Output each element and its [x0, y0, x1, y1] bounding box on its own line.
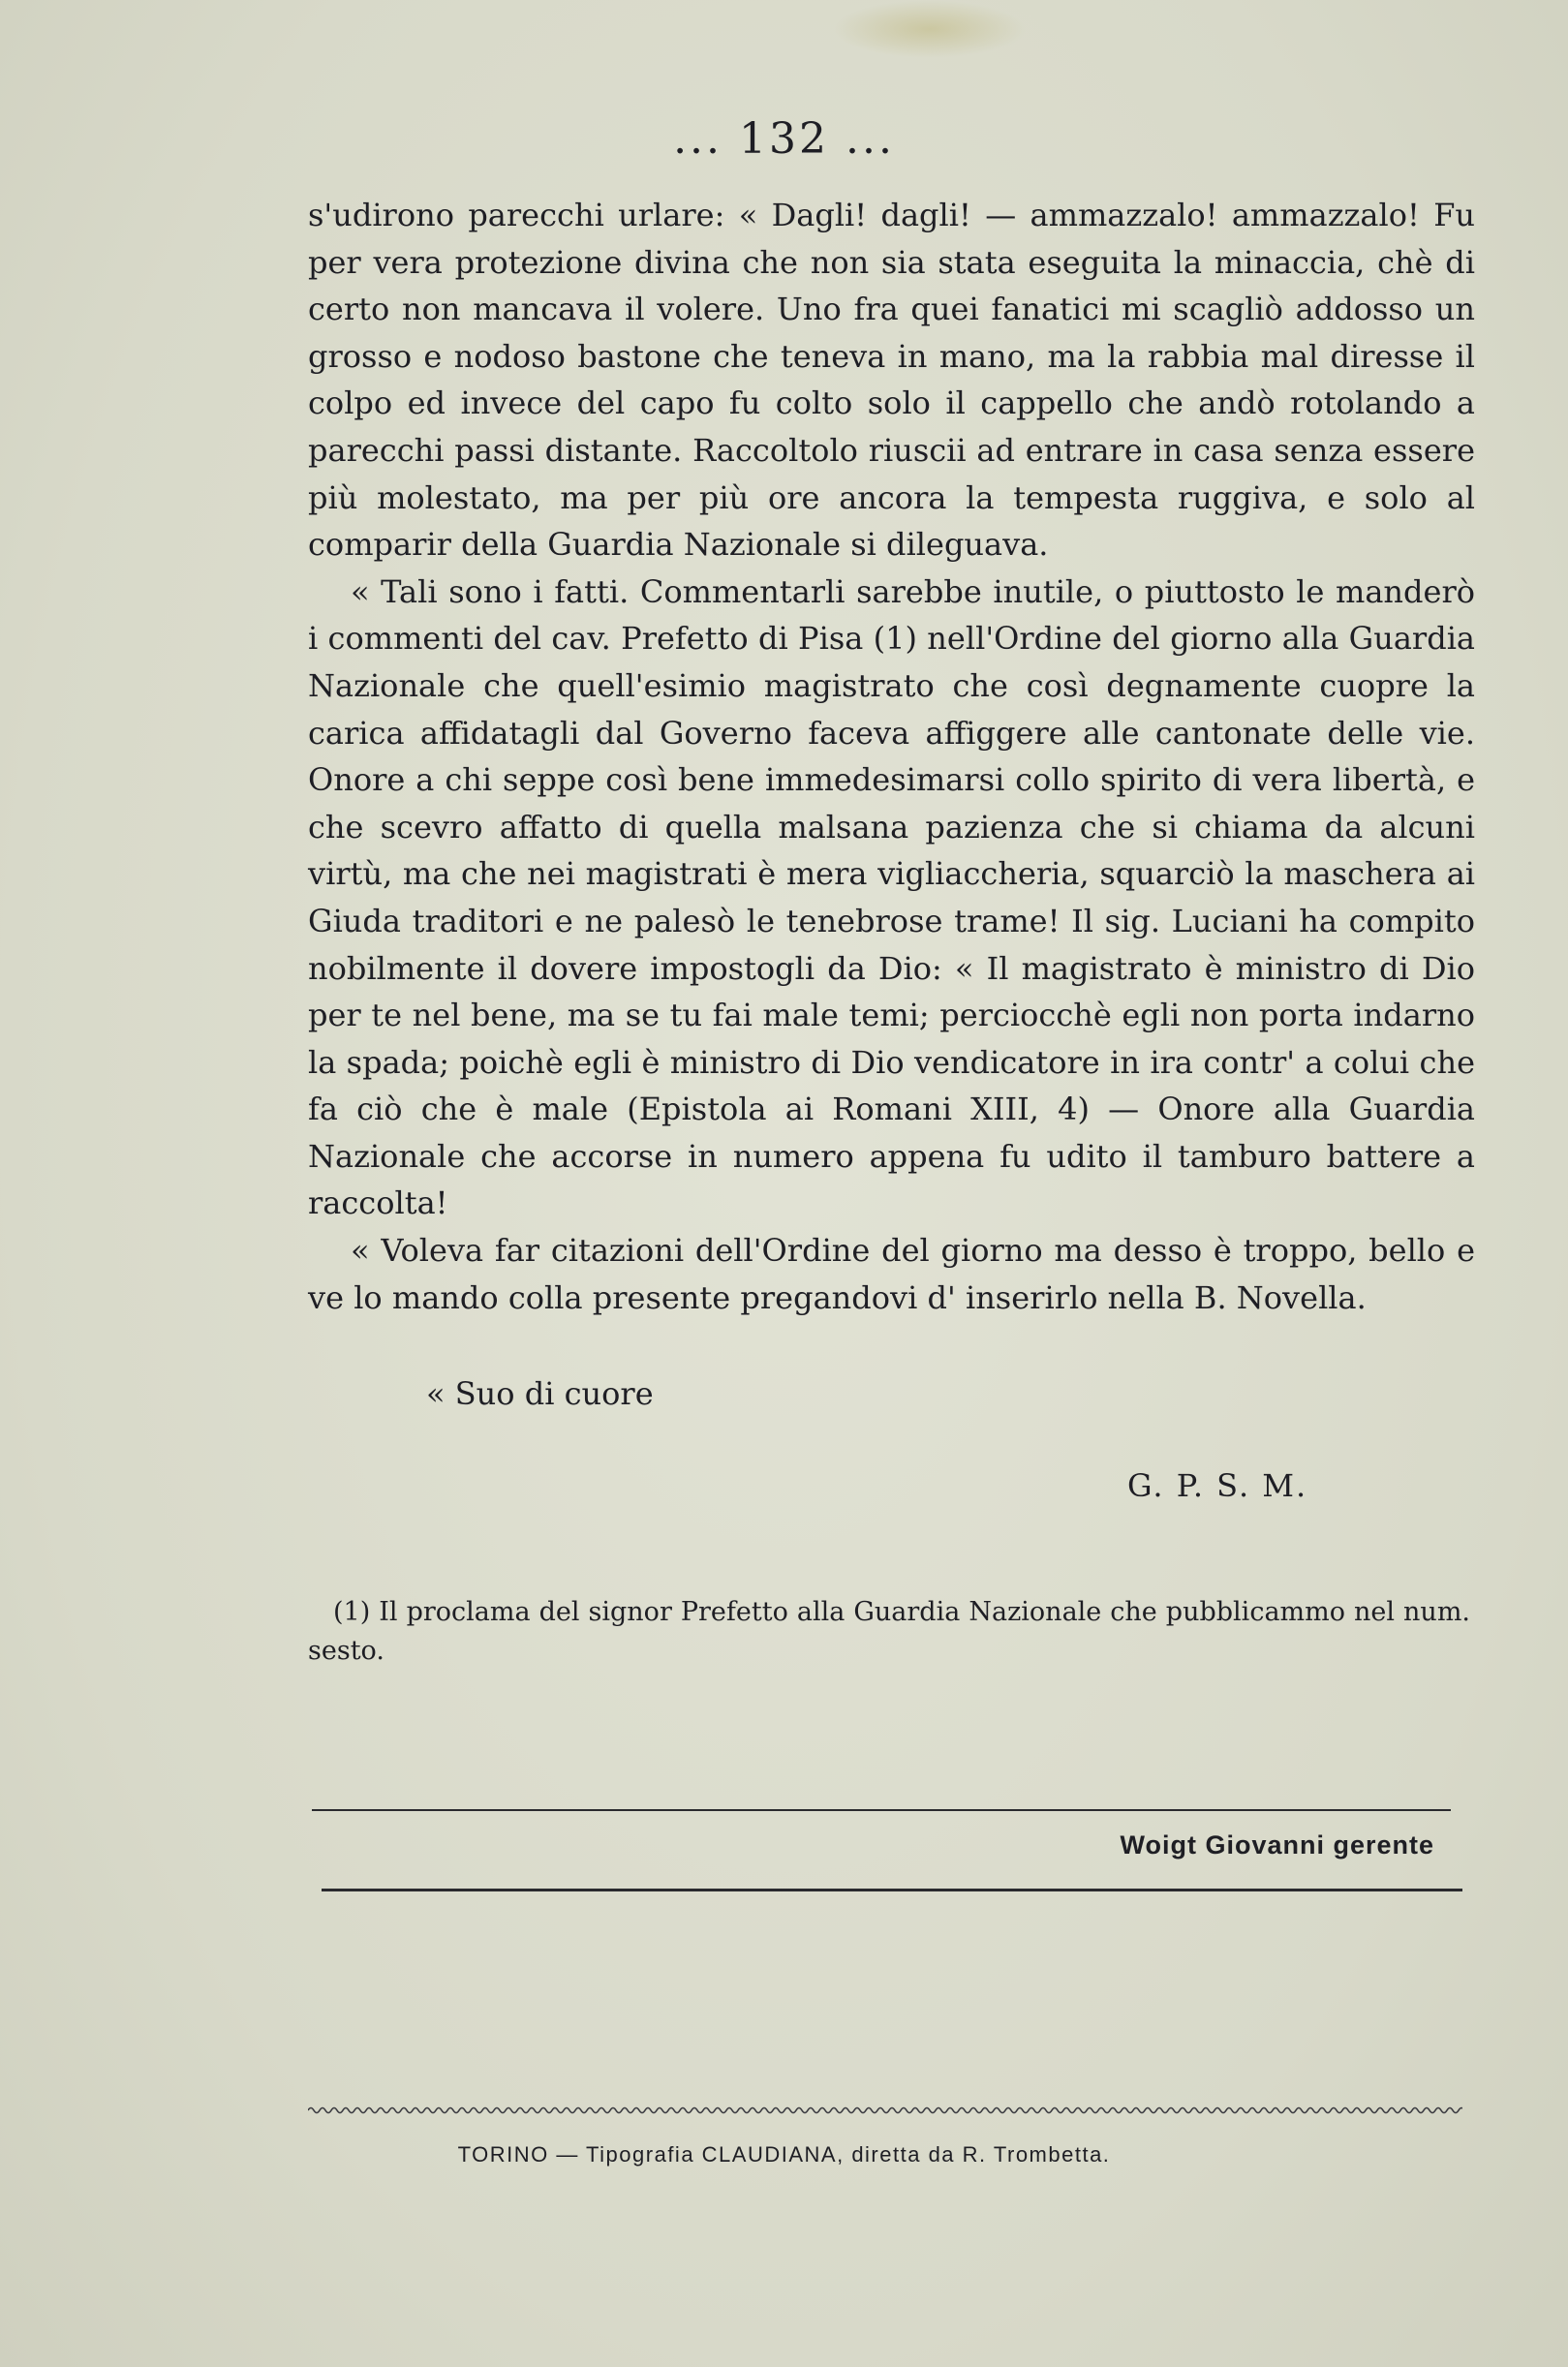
paragraph-1: s'udirono parecchi urlare: « Dagli! dagli! — ammazzalo! ammazzalo! Fu per vera protezione divina che non sia stata eseguita la minaccia, chè di certo non mancava il volere. Uno fra quei fanatici mi scagliò addosso un grosso e nodoso bastone che teneva in mano, ma la rabbia mal diresse il colpo ed invece del capo fu colto solo il cappello che andò rotolando a parecchi passi distante. Raccoltolo riuscii ad entrare in casa senza essere più molestato, ma per più ore ancora la tempesta ruggiva, e solo al comparir della Guardia Nazionale si dileguava. [308, 197, 1475, 564]
decorative-wavy-rule [308, 2104, 1462, 2117]
paper-stain [833, 0, 1027, 58]
paragraph-3: « Voleva far citazioni dell'Ordine del giorno ma desso è troppo, bello e ve lo mando colla presente pregandovi d' inserirlo nella B. Novella. [308, 1232, 1475, 1316]
divider-top [312, 1809, 1451, 1811]
page-number: ... 132 ... [673, 114, 895, 164]
footnote: (1) Il proclama del signor Prefetto alla Guardia Nazionale che pubblicammo nel num. sesto. [308, 1597, 1470, 1666]
letter-body [308, 192, 1475, 1321]
gerente-line: Woigt Giovanni gerente [1120, 1830, 1434, 1860]
signature-initials: G. P. S. M. [1127, 1467, 1308, 1504]
printer-imprint: TORINO — Tipografia CLAUDIANA, diretta da R. Trombetta. [457, 2142, 1111, 2167]
closing-salutation: « Suo di cuore [426, 1375, 654, 1412]
paragraph-2: « Tali sono i fatti. Commentarli sarebbe inutile, o piuttosto le manderò i commenti del cav. Prefetto di Pisa (1) nell'Ordine del giorno alla Guardia Nazionale che quell'esimio magistrato che così degnamente cuopre la carica affidatagli dal Governo faceva affiggere alle cantonate delle vie. Onore a chi seppe così bene immedesimarsi collo spirito di vera libertà, e che scevro affatto di quella malsana pazienza che si chiama da alcuni virtù, ma che nei magistrati è mera vigliaccheria, squarciò la maschera ai Giuda traditori e ne palesò le tenebrose trame! Il sig. Luciani ha compito nobilmente il dovere impostogli da Dio: « Il magistrato è ministro di Dio per te nel bene, ma se tu fai male temi; perciocchè egli non porta indarno la spada; poichè egli è ministro di Dio vendicatore in ira contr' a colui che fa ciò che è male (Epistola ai Romani XIII, 4) — Onore alla Guardia Nazionale che accorse in numero appena fu udito il tamburo battere a raccolta! [308, 572, 1475, 1222]
divider-bottom [322, 1889, 1462, 1891]
